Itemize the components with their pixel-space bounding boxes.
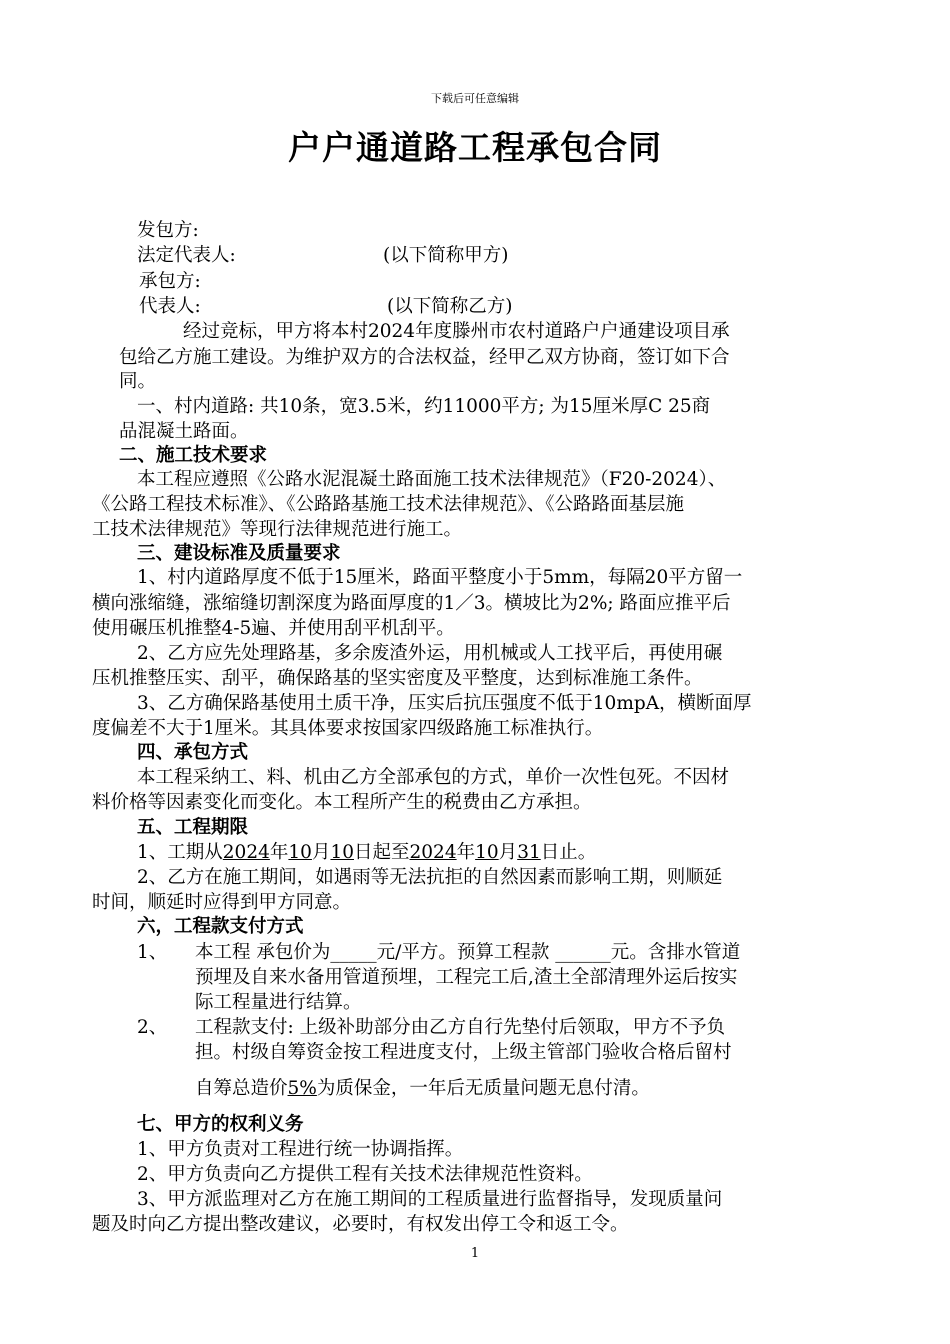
section-5-line: 时间，顺延时应得到甲方同意。 <box>92 892 352 913</box>
section-3-line: 横向涨缩缝，涨缩缝切割深度为路面厚度的1／3。横坡比为2%; 路面应推平后 <box>92 593 731 614</box>
intro-line: 包给乙方施工建设。为维护双方的合法权益，经甲乙双方协商，签订如下合 <box>119 347 730 368</box>
retention-prefix: 自筹总造价 <box>195 1078 288 1099</box>
section-3-line: 使用碾压机推整4-5遍、并使用刮平机刮平。 <box>92 618 455 639</box>
start-year: 2024 <box>222 842 270 863</box>
section-3-line: 3、乙方确保路基使用土质干净，压实后抗压强度不低于10mpA，横断面厚 <box>137 693 752 714</box>
month-char: 月 <box>498 842 518 863</box>
section-1-line: 品混凝土路面。 <box>119 421 249 442</box>
payment-item-1-line: 预埋及自来水备用管道预埋，工程完工后,渣土全部清理外运后按实 <box>195 967 738 988</box>
payment-item-2-line: 工程款支付: 上级补助部分由乙方自行先垫付后领取，甲方不予负 <box>195 1017 726 1038</box>
document-title: 户户通道路工程承包合同 <box>288 128 662 167</box>
price-mid: 元/平方。预算工程款 <box>376 942 556 963</box>
section-2-heading: 二、施工技术要求 <box>119 445 268 466</box>
payment-item-2-line: 担。村级自筹资金按工程进度支付，上级主管部门验收合格后留村 <box>195 1042 732 1063</box>
section-2-line: 工技术法律规范》等现行法律规范进行施工。 <box>92 519 463 540</box>
end-year: 2024 <box>409 842 457 863</box>
day-end-text: 日止。 <box>540 842 597 863</box>
contractor-label: 承包方: <box>139 271 201 292</box>
unit-price-blank: _____ <box>330 942 377 963</box>
section-7-line: 3、甲方派监理对乙方在施工期间的工程质量进行监督指导，发现质量问 <box>137 1189 723 1210</box>
section-4-line: 本工程采纳工、料、机由乙方全部承包的方式，单价一次性包死。不因材 <box>137 767 730 788</box>
section-3-line: 2、乙方应先处理路基，多余废渣外运，用机械或人工找平后，再使用碾 <box>137 643 723 664</box>
section-7-line: 题及时向乙方提出整改建议，必要时，有权发出停工令和返工令。 <box>92 1214 629 1235</box>
section-3-line: 1、村内道路厚度不低于15厘米，路面平整度小于5mm，每隔20平方留一 <box>137 567 743 588</box>
price-suffix: 元。含排水管道 <box>610 942 741 963</box>
section-7-line: 2、甲方负责向乙方提供工程有关技术法律规范性资料。 <box>137 1164 593 1185</box>
intro-line: 同。 <box>119 371 157 392</box>
section-5-heading: 五、工程期限 <box>137 817 249 838</box>
month-char: 月 <box>311 842 331 863</box>
list-number: 2、 <box>137 1017 168 1038</box>
section-3-line: 压机推整压实、刮平，确保路基的坚实密度及平整度，达到标准施工条件。 <box>92 668 703 689</box>
payment-item-2-line <box>195 1076 650 1102</box>
page-header: 下载后可任意编辑 <box>431 92 519 105</box>
legal-rep-label: 法定代表人: <box>137 245 236 266</box>
section-2-line: 《公路工程技术标准》、《公路路基施工技术法律规范》、《公路路面基层施 <box>92 494 685 515</box>
section-1-line: 一、村内道路: 共10条，宽3.5米，约11000平方; 为15厘米厚C 25商 <box>137 396 711 417</box>
section-4-line: 料价格等因素变化而变化。本工程所产生的税费由乙方承担。 <box>92 792 592 813</box>
legal-rep-note: (以下简称甲方) <box>383 245 509 266</box>
section-3-heading: 三、建设标准及质量要求 <box>137 543 341 564</box>
payment-item-1-line <box>195 940 740 966</box>
rep-label: 代表人: <box>139 296 201 317</box>
section-3-line: 度偏差不大于1厘米。其具体要求按国家四级路施工标准执行。 <box>92 718 604 739</box>
end-month: 10 <box>475 842 499 863</box>
period-prefix: 1、工期从 <box>137 842 223 863</box>
section-6-heading: 六，工程款支付方式 <box>137 916 304 937</box>
intro-line: 经过竞标，甲方将本村2024年度滕州市农村道路户户通建设项目承 <box>183 321 730 342</box>
retention-percent: 5% <box>287 1078 317 1099</box>
end-day: 31 <box>517 842 541 863</box>
employer-label: 发包方: <box>137 220 199 241</box>
payment-item-1-line: 际工程量进行结算。 <box>195 992 362 1013</box>
rep-note: (以下简称乙方) <box>387 296 513 317</box>
construction-period-line <box>137 840 596 866</box>
page-number: 1 <box>470 1246 480 1261</box>
section-7-heading: 七、甲方的权利义务 <box>137 1114 304 1135</box>
day-to-text: 日起至 <box>354 842 410 863</box>
section-7-line: 1、甲方负责对工程进行统一协调指挥。 <box>137 1139 464 1160</box>
budget-blank: ______ <box>555 942 611 963</box>
year-char: 年 <box>269 842 289 863</box>
start-day: 10 <box>330 842 354 863</box>
year-char: 年 <box>456 842 476 863</box>
list-number: 1、 <box>137 942 168 963</box>
start-month: 10 <box>288 842 312 863</box>
section-4-heading: 四、承包方式 <box>137 742 249 763</box>
price-prefix: 本工程 承包价为 <box>195 942 331 963</box>
section-2-line: 本工程应遵照《公路水泥混凝土路面施工技术法律规范》（F20-2024）、 <box>137 469 727 490</box>
section-5-line: 2、乙方在施工期间，如遇雨等无法抗拒的自然因素而影响工期，则顺延 <box>137 867 723 888</box>
retention-suffix: 为质保金，一年后无质量问题无息付清。 <box>316 1078 650 1099</box>
